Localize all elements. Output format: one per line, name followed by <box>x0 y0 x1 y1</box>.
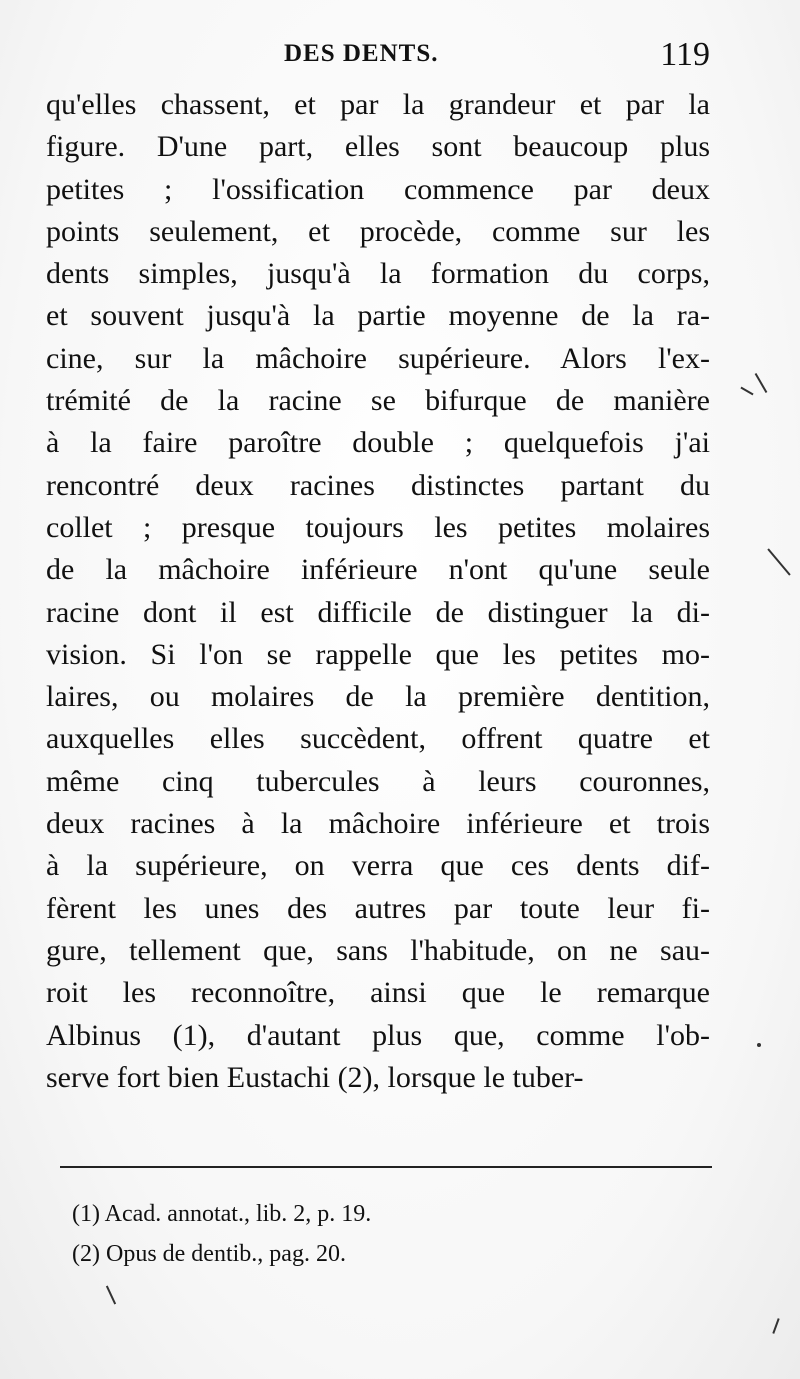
footnotes <box>72 1194 712 1274</box>
print-speck <box>755 373 768 393</box>
text-line: roit les reconnoître, ainsi que le remarque <box>46 976 710 1010</box>
footnote: (2) Opus de dentib., pag. 20. <box>72 1241 346 1267</box>
text-line: trémité de la racine se bifurque de manière <box>46 384 710 418</box>
text-line: figure. D'une part, elles sont beaucoup plus <box>46 130 710 164</box>
text-line: et souvent jusqu'à la partie moyenne de la ra- <box>46 299 710 333</box>
print-speck <box>106 1286 116 1305</box>
text-line: fèrent les unes des autres par toute leur fi- <box>46 891 710 925</box>
page-number: 119 <box>660 36 710 73</box>
footnote: (1) Acad. annotat., lib. 2, p. 19. <box>72 1201 372 1227</box>
text-line: cine, sur la mâchoire supérieure. Alors l'ex- <box>46 341 710 375</box>
text-line: même cinq tubercules à leurs couronnes, <box>46 764 710 798</box>
text-line: qu'elles chassent, et par la grandeur et par la <box>46 88 710 121</box>
text-line: petites ; l'ossification commence par deux <box>46 172 710 206</box>
text-line: racine dont il est difficile de distinguer la di- <box>46 595 710 629</box>
text-line: à la supérieure, on verra que ces dents dif- <box>46 849 710 883</box>
text-line: de la mâchoire inférieure n'ont qu'une seule <box>46 553 710 587</box>
body-text <box>46 84 710 1099</box>
text-line: collet ; presque toujours les petites molaires <box>46 510 710 544</box>
text-line: dents simples, jusqu'à la formation du corps, <box>46 257 710 291</box>
text-line: Albinus (1), d'autant plus que, comme l'ob- <box>46 1018 710 1052</box>
text-line: à la faire paroître double ; quelquefois j'ai <box>46 426 710 460</box>
text-line: gure, tellement que, sans l'habitude, on ne sau- <box>46 933 710 967</box>
text-line: serve fort bien Eustachi (2), lorsque le tuber- <box>46 1060 584 1094</box>
print-speck <box>772 1318 779 1334</box>
text-line: vision. Si l'on se rappelle que les petites mo- <box>46 637 710 671</box>
print-speck <box>757 1043 761 1047</box>
running-head: DES DENTS. <box>284 40 439 67</box>
text-line: deux racines à la mâchoire inférieure et trois <box>46 807 710 841</box>
text-line: points seulement, et procède, comme sur les <box>46 214 710 248</box>
print-speck <box>740 387 753 396</box>
text-line: rencontré deux racines distinctes partant du <box>46 468 710 502</box>
footnote-rule <box>60 1166 712 1168</box>
text-line: laires, ou molaires de la première dentition, <box>46 680 710 714</box>
print-speck <box>767 548 790 575</box>
text-line: auxquelles elles succèdent, offrent quatre et <box>46 722 710 756</box>
page-header <box>46 30 710 90</box>
